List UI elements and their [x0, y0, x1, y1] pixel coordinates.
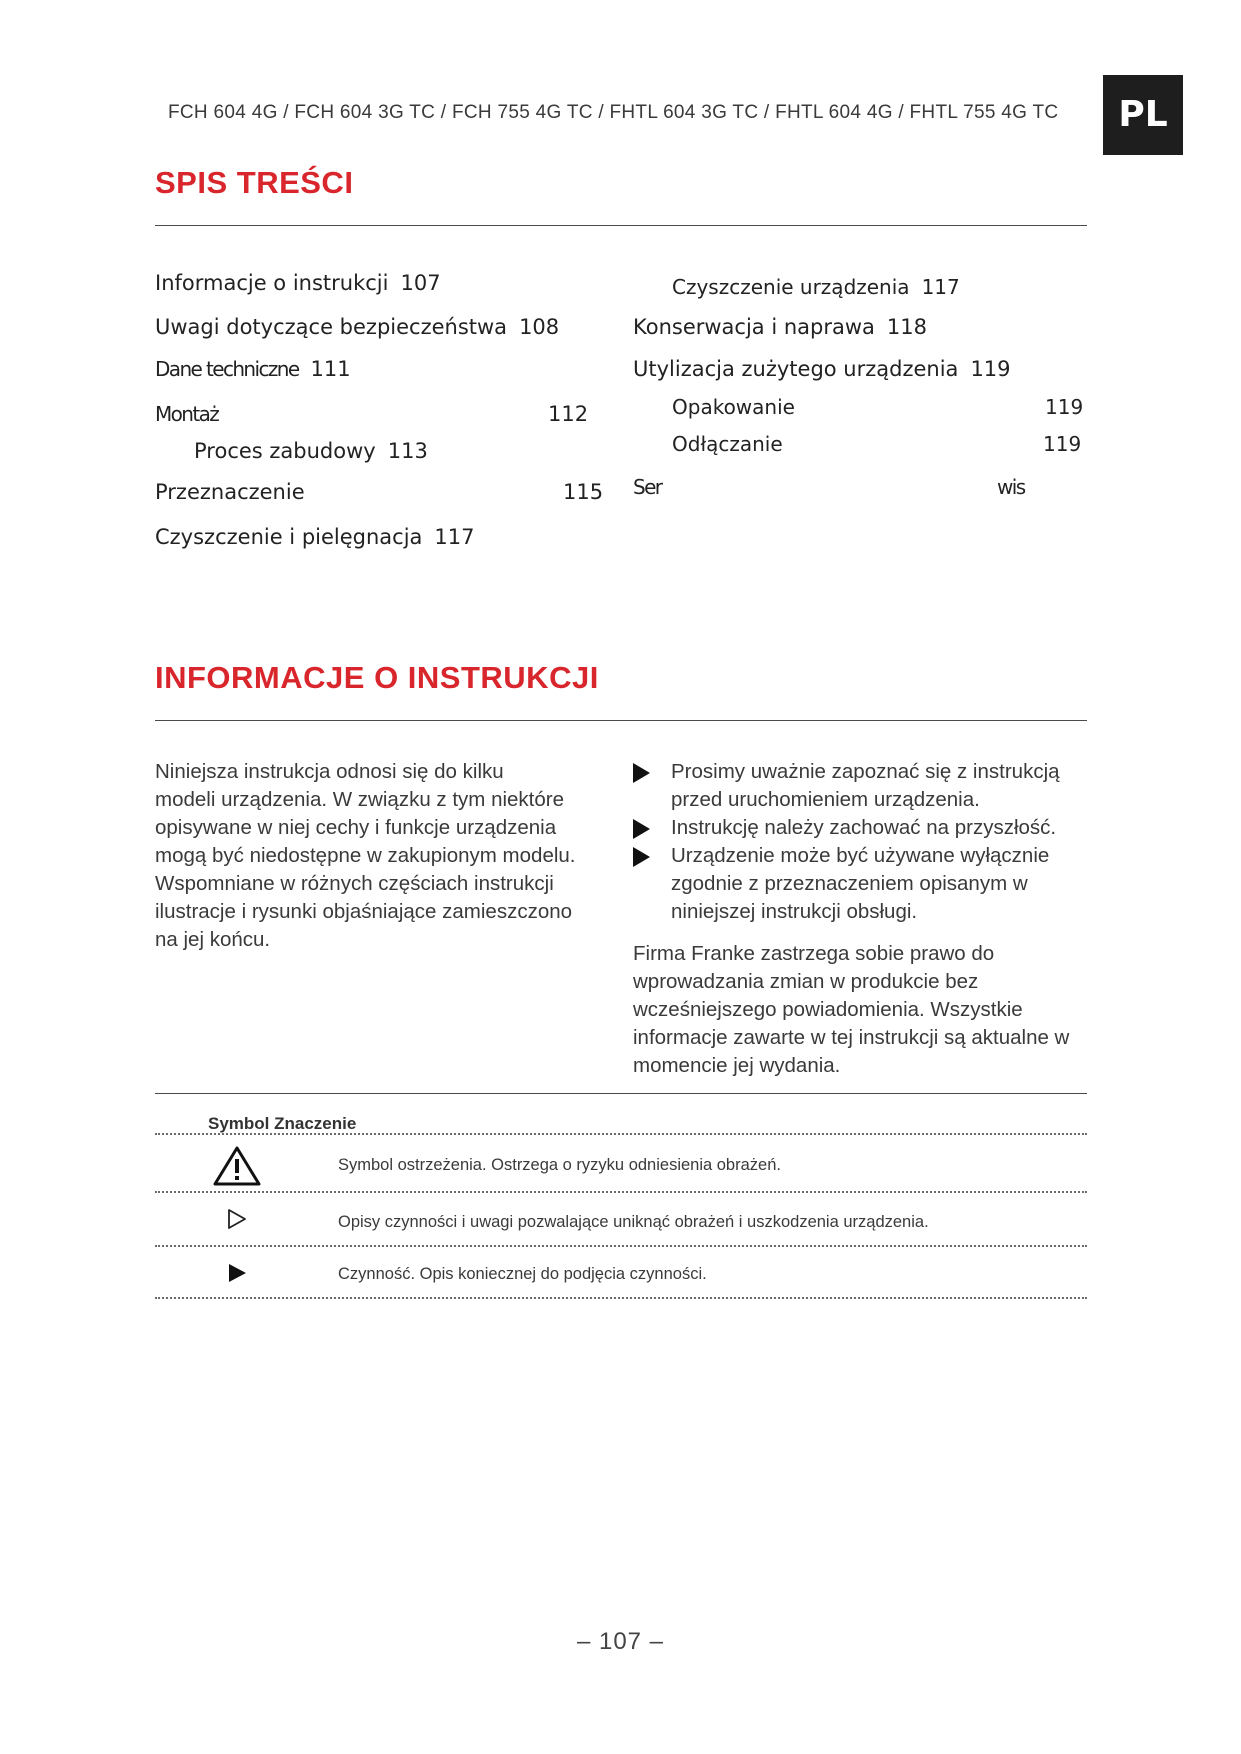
toc-entry-label[interactable]: Montaż: [155, 402, 219, 426]
table-divider: [155, 1245, 1087, 1247]
intro-line: ilustracje i rysunki objaśniające zamieszczono: [155, 900, 573, 923]
note-line: Firma Franke zastrzega sobie prawo do: [633, 942, 995, 965]
table-divider: [155, 1133, 1087, 1135]
section-divider: [155, 720, 1087, 721]
toc-entry-page: 112: [548, 402, 589, 426]
toc-entry[interactable]: [155, 357, 351, 381]
bullet-text: Urządzenie może być używane wyłącznie zgodnie z przeznaczeniem opisanym w niniejszej instrukcji obsługi.: [671, 844, 1050, 923]
toc-entry-label[interactable]: Odłączanie: [672, 432, 783, 456]
list-item: [633, 758, 1093, 814]
toc-entry[interactable]: [155, 315, 559, 339]
toc-title: SPIS TREŚCI: [155, 165, 354, 200]
toc-entry-page: 117: [921, 275, 960, 299]
intro-paragraph: [155, 758, 605, 954]
toc-entry-page: 119: [1045, 395, 1084, 419]
bullet-text: Instrukcję należy zachować na przyszłość.: [671, 816, 1057, 839]
bullet-arrow-icon: [633, 763, 650, 783]
toc-entry-label: Dane techniczne: [155, 357, 299, 381]
warning-triangle-icon: [212, 1145, 262, 1187]
intro-line: modeli urządzenia. W związku z tym niektóre: [155, 788, 565, 811]
intro-line: na jej końcu.: [155, 928, 271, 951]
model-list: FCH 604 4G / FCH 604 3G TC / FCH 755 4G TC / FHTL 604 3G TC / FHTL 604 4G / FHTL 755 4G TC: [168, 102, 1059, 123]
toc-entry-page: 118: [886, 315, 928, 339]
note-line: wcześniejszego powiadomienia. Wszystkie: [633, 998, 1023, 1021]
toc-entry-label: Proces zabudowy: [194, 439, 376, 463]
toc-entry-page: 117: [434, 525, 475, 549]
toc-entry-page: wis: [997, 475, 1025, 499]
page-number: – 107 –: [576, 1628, 665, 1655]
toc-entry-label: Utylizacja zużytego urządzenia: [633, 357, 959, 381]
outline-triangle-icon: [226, 1208, 248, 1230]
toc-entry[interactable]: [155, 525, 475, 549]
list-item: [633, 814, 1093, 842]
toc-entry[interactable]: [633, 315, 927, 339]
bullet-text: Prosimy uważnie zapoznać się z instrukcją przed uruchomieniem urządzenia.: [671, 760, 1060, 811]
toc-entry-page: 119: [1043, 432, 1082, 456]
note-paragraph: [633, 940, 1093, 1080]
toc-entry[interactable]: [633, 357, 1011, 381]
symbol-description: Czynność. Opis koniecznej do podjęcia czynności.: [338, 1265, 707, 1283]
toc-divider: [155, 225, 1087, 226]
note-line: wprowadzania zmian w produkcie bez: [633, 970, 979, 993]
intro-line: Niniejsza instrukcja odnosi się do kilku: [155, 760, 504, 783]
toc-entry-page: 111: [310, 357, 351, 381]
list-item: [633, 842, 1093, 926]
bullet-arrow-icon: [633, 847, 650, 867]
toc-entry-page: 119: [970, 357, 1011, 381]
table-divider: [155, 1297, 1087, 1299]
toc-entry-page: 115: [563, 480, 604, 504]
toc-entry-page: 108: [519, 315, 560, 339]
bullet-arrow-icon: [633, 819, 650, 839]
filled-triangle-icon: [226, 1262, 248, 1284]
toc-entry[interactable]: [155, 271, 441, 295]
language-tab: PL: [1103, 75, 1183, 155]
toc-entry-label[interactable]: Opakowanie: [672, 395, 795, 419]
table-top-rule: [155, 1093, 1087, 1094]
table-divider: [155, 1191, 1087, 1193]
toc-subentry[interactable]: [672, 275, 960, 299]
toc-entry-label: Uwagi dotyczące bezpieczeństwa: [155, 315, 508, 339]
note-line: informacje zawarte w tej instrukcji są aktualne w: [633, 1026, 1070, 1049]
toc-entry-label: Konserwacja i naprawa: [633, 315, 875, 339]
toc-entry-label: Informacje o instrukcji: [155, 271, 389, 295]
intro-line: mogą być niedostępne w zakupionym modelu.: [155, 844, 576, 867]
toc-subentry[interactable]: [194, 439, 428, 463]
intro-line: Wspomniane w różnych częściach instrukcji: [155, 872, 554, 895]
toc-entry-label: Czyszczenie urządzenia: [672, 275, 910, 299]
symbol-table-header: Symbol Znaczenie: [208, 1114, 357, 1133]
toc-entry-label[interactable]: Ser: [633, 475, 662, 499]
toc-entry-label: Czyszczenie i pielęgnacja: [155, 525, 423, 549]
toc-entry-page: 107: [400, 271, 441, 295]
toc-entry-label[interactable]: Przeznaczenie: [155, 480, 305, 504]
intro-line: opisywane w niej cechy i funkcje urządzenia: [155, 816, 557, 839]
symbol-description: Opisy czynności i uwagi pozwalające uniknąć obrażeń i uszkodzenia urządzenia.: [338, 1213, 929, 1231]
toc-entry-page: 113: [387, 439, 428, 463]
symbol-description: Symbol ostrzeżenia. Ostrzega o ryzyku odniesienia obrażeń.: [338, 1156, 781, 1174]
section-title: INFORMACJE O INSTRUKCJI: [155, 660, 599, 695]
note-line: momencie jej wydania.: [633, 1054, 841, 1077]
